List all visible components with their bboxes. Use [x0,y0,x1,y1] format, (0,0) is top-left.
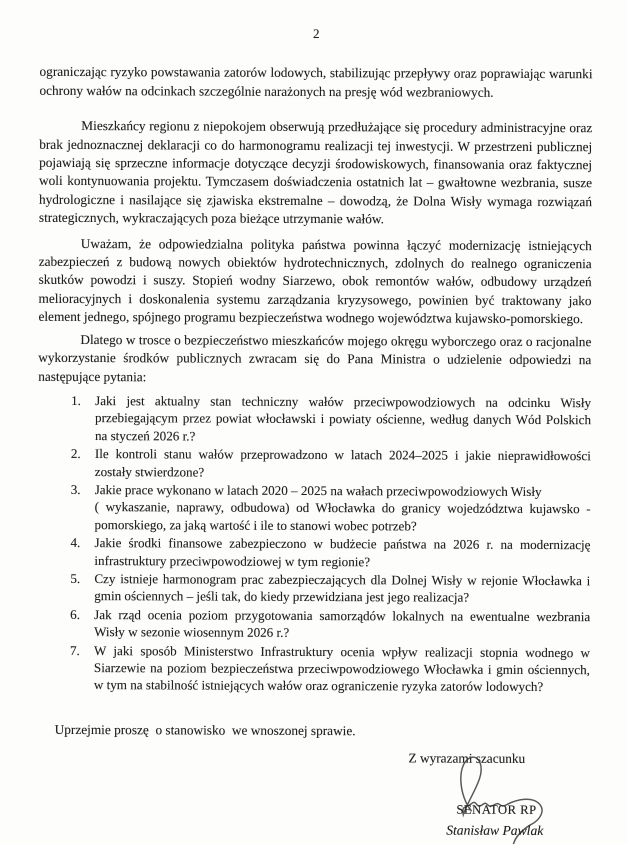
page-number: 2 [312,25,320,42]
question-item-2 [70,445,595,482]
letter-content [36,0,593,844]
question-item-7 [69,642,594,696]
body-paragraph-4: Dlatego w trosce o bezpieczeństwo mieszkańców mojego okręgu wyborczego oraz o racjonalne wykorzystanie środków publicznych zwracam się do Pana Ministra o udzielenie odpowiedzi na następujące pytania: [38,331,592,384]
signature-title: SENATOR RP [456,802,537,818]
signature-block [36,748,589,844]
question-number: 7. [69,642,80,658]
question-number: 2. [70,446,81,462]
question-text: Jakie prace wykonano w latach 2020 – 2025 na wałach przeciwpowodziowych Wisły ( wykaszanie, naprawy, odbudowa) od Włocławka do granicy wojedzództwa kujawsko - pomorskiego, za jaką wartość i ile to stanowi wobec potrzeb? [94,481,594,534]
signature-name: Stanisław Pawlak [446,822,544,839]
question-number: 5. [70,570,81,586]
question-item-5 [70,570,594,607]
question-text: Czy istnieje harmonogram prac zabezpieczających dla Dolnej Wisły w rejonie Włocławka i gmin ościennych – jeśli tak, do kiedy przewidziana jest jego realizacja? [94,571,594,606]
body-paragraph-3: Uważam, że odpowiedzialna polityka państwa powinna łączyć modernizację istniejących zabezpieczeń z budową nowych obiektów hydrotechnicznych, zdolnych do realnego ograniczenia skutków powodzi i suszy. Stopień wodny Siarzewo, obok remontów wałów, odbudowy urządzeń melioracyjnych i doskonalenia systemu zarządzania kryzysowego, powinien być traktowany jako element jednego, spójnego programu bezpieczeństwa wodnego województwa kujawsko-pomorskiego. [38,235,592,327]
question-text: W jaki sposób Ministerstwo Infrastruktury ocenia wpływ realizacji stopnia wodnego w Siarzewie na poziom bezpieczeństwa przeciwpowodziowego Włocławka i gmin ościennych, w tym na stabilność istniejących wałów oraz ograniczenie ryzyka zatorów lodowych? [93,642,594,695]
question-number: 1. [71,392,81,408]
question-text: Jaki jest aktualny stan techniczny wałów przeciwpowodziowych na odcinku Wisły przebiegającym przez powiat włocławski i powiaty ościenne, według danych Wód Polskich na styczeń 2026 r.? [94,392,595,444]
body-paragraph-2: Mieszkańcy regionu z niepokojem obserwują przedłużające się procedury administracyjne oraz brak jednoznacznej deklaracji co do harmonogramu realizacji tej inwestycji. W przestrzeni publicznej pojawiają się sprzeczne informacje dotyczące decyzji środowiskowych, finansowania oraz faktycznej woli kontynuowania projektu. Tymczasem doświadczenia ostatnich lat – gwałtowne wezbrania, susze hydrologiczne i nasilające się zjawiska ekstremalne – dowodzą, że Dolna Wisły wymaga rozwiązań strategicznych, wykraczających poza bieżące utrzymanie wałów. [38,118,593,227]
questions-list [37,392,595,696]
question-text: Jak rząd ocenia poziom przygotowania samorządów lokalnych na ewentualne wezbrania Wisły w sezonie wiosennym 2026 r.? [94,606,594,641]
question-item-1 [71,392,595,446]
question-item-4 [70,534,594,571]
question-text: Jakie środki finansowe zabezpieczono w budżecie państwa na 2026 r. na modernizację infrastruktury przeciwpowodziowej w tym regionie? [94,535,594,569]
closing-line: Uprzejmie proszę o stanowisko we wnoszonej sprawie. [54,721,356,738]
question-number: 4. [70,535,81,551]
valediction: Z wyrazami szacunku [408,750,526,767]
body-paragraph-1: ograniczając ryzyko powstawania zatorów lodowych, stabilizując przepływy oraz poprawiając warunki ochrony wałów na odcinkach szczególnie narażonych na presję wód wezbraniowych. [39,64,593,100]
question-item-6 [70,606,594,643]
question-item-3 [70,481,594,535]
question-number: 6. [70,606,81,622]
question-number: 3. [70,481,81,497]
question-text: Ile kontroli stanu wałów przeprowadzono w latach 2024–2025 i jakie nieprawidłowości zostały stwierdzone? [94,446,595,480]
